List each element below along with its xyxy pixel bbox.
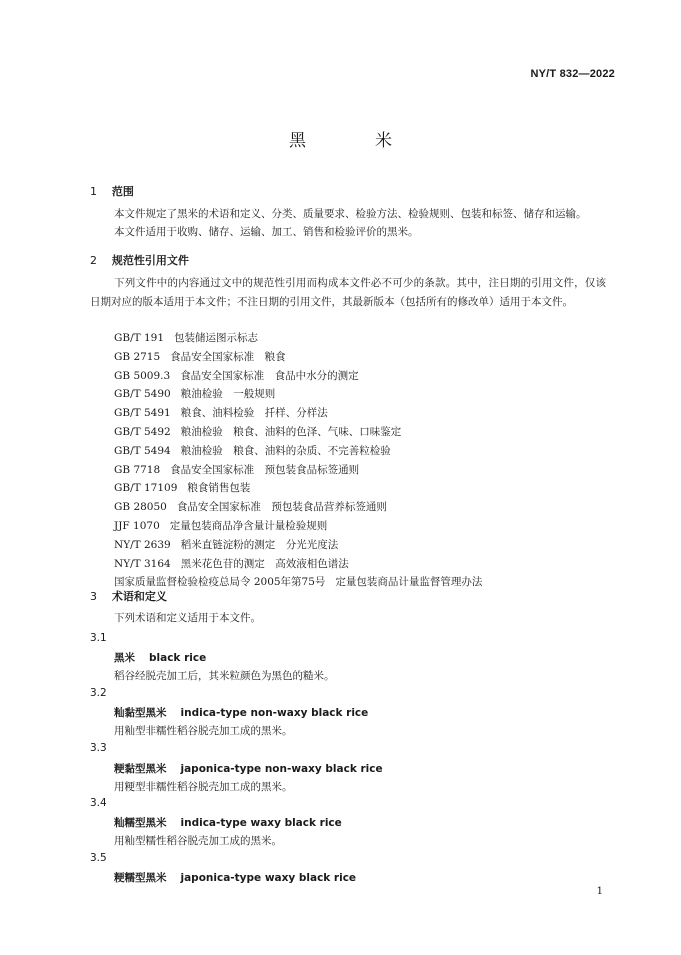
reference-code: NY/T 3164	[114, 557, 171, 570]
section-1-paragraph-2: 本文件适用于收购、储存、运输、加工、销售和检验评价的黑米。	[114, 226, 419, 238]
term-number: 3.5	[90, 852, 107, 864]
reference-title: 食品安全国家标准 粮食	[170, 350, 286, 363]
reference-title: 定量包装商品计量监督管理办法	[335, 576, 483, 589]
reference-item	[114, 329, 482, 348]
term-definition: 用粳型非糯性稻谷脱壳加工成的黑米。	[114, 781, 293, 793]
reference-item	[114, 536, 482, 555]
term-definition: 用籼型糯性稻谷脱壳加工成的黑米。	[114, 835, 282, 847]
reference-title: 粮油检验 粮食、油料的色泽、气味、口味鉴定	[180, 425, 402, 438]
reference-item	[114, 479, 482, 498]
section-3-intro: 下列术语和定义适用于本文件。	[114, 612, 261, 624]
section-title: 范围	[111, 185, 134, 198]
reference-title: 包装储运图示标志	[174, 332, 259, 344]
term-en: japonica-type waxy black rice	[180, 872, 357, 884]
section-1-heading	[90, 183, 134, 199]
reference-item	[114, 442, 482, 461]
reference-code: GB 5009.3	[114, 369, 171, 382]
section-2-intro: 下列文件中的内容通过文中的规范性引用而构成本文件必不可少的条款。其中，注日期的引用文件，仅该日期对应的版本适用于本文件；不注日期的引用文件，其最新版本（包括所有的修改单）适用于本文件。	[90, 277, 606, 308]
reference-item	[114, 517, 482, 536]
reference-title: 粮食、油料检验 扦样、分样法	[180, 407, 328, 420]
reference-code: GB 28050	[114, 501, 167, 514]
term-number: 3.4	[90, 797, 107, 809]
term-zh: 粳糯型黑米	[114, 872, 167, 884]
term-heading	[114, 870, 356, 885]
reference-item	[114, 348, 482, 367]
reference-code: 国家质量监督检验检疫总局令 2005年第75号	[114, 576, 326, 589]
section-number: 1	[90, 185, 97, 198]
reference-item	[114, 404, 482, 423]
reference-item	[114, 555, 482, 574]
section-title: 术语和定义	[111, 590, 167, 603]
term-en: japonica-type non-waxy black rice	[180, 763, 383, 775]
section-1-paragraph-1: 本文件规定了黑米的术语和定义、分类、质量要求、检验方法、检验规则、包装和标签、储存和运输。	[114, 208, 587, 220]
reference-code: JJF 1070	[114, 519, 160, 532]
reference-item	[114, 461, 482, 480]
reference-list	[114, 329, 482, 592]
term-en: black rice	[149, 652, 207, 664]
term-zh: 籼糯型黑米	[114, 817, 167, 829]
section-2-heading	[90, 252, 189, 268]
document-title: 黑 米	[289, 131, 418, 151]
term-heading	[114, 650, 206, 665]
section-3-heading	[90, 588, 167, 604]
term-zh: 粳黏型黑米	[114, 763, 167, 775]
reference-item	[114, 423, 482, 442]
reference-title: 粮食销售包装	[187, 482, 251, 495]
term-number: 3.3	[90, 742, 107, 754]
reference-item	[114, 385, 482, 404]
reference-title: 食品安全国家标准 预包装食品标签通则	[170, 463, 360, 476]
reference-code: GB/T 5494	[114, 444, 171, 457]
term-heading	[114, 815, 342, 830]
term-heading	[114, 761, 383, 776]
section-number: 2	[90, 254, 97, 267]
reference-title: 稻米直链淀粉的测定 分光光度法	[180, 538, 339, 551]
term-number: 3.1	[90, 632, 107, 644]
reference-code: GB/T 191	[114, 332, 165, 344]
term-heading	[114, 705, 368, 720]
reference-code: GB 7718	[114, 463, 161, 476]
term-zh: 黑米	[114, 652, 135, 664]
term-definition: 用籼型非糯性稻谷脱壳加工成的黑米。	[114, 725, 293, 737]
reference-code: GB/T 17109	[114, 482, 178, 495]
reference-code: GB/T 5491	[114, 407, 171, 420]
reference-title: 食品安全国家标准 预包装食品营养标签通则	[176, 501, 387, 514]
term-en: indica-type non-waxy black rice	[180, 707, 369, 719]
reference-code: NY/T 2639	[114, 538, 171, 551]
reference-item	[114, 498, 482, 517]
reference-item	[114, 367, 482, 386]
reference-title: 黑米花色苷的测定 高效液相色谱法	[180, 557, 349, 570]
standard-code: NY/T 832—2022	[530, 68, 615, 80]
reference-title: 定量包装商品净含量计量检验规则	[169, 519, 328, 532]
reference-title: 粮油检验 粮食、油料的杂质、不完善粒检验	[180, 444, 391, 457]
term-en: indica-type waxy black rice	[180, 817, 342, 829]
reference-title: 粮油检验 一般规则	[180, 388, 276, 401]
section-number: 3	[90, 590, 97, 603]
reference-item	[114, 573, 482, 592]
page-number: 1	[596, 886, 603, 897]
term-zh: 籼黏型黑米	[114, 707, 167, 719]
term-definition: 稻谷经脱壳加工后，其米粒颜色为黑色的糙米。	[114, 670, 335, 682]
reference-code: GB/T 5490	[114, 388, 171, 401]
reference-code: GB 2715	[114, 350, 161, 363]
reference-code: GB/T 5492	[114, 425, 171, 438]
section-title: 规范性引用文件	[111, 254, 189, 267]
term-number: 3.2	[90, 687, 107, 699]
reference-title: 食品安全国家标准 食品中水分的测定	[180, 369, 359, 382]
